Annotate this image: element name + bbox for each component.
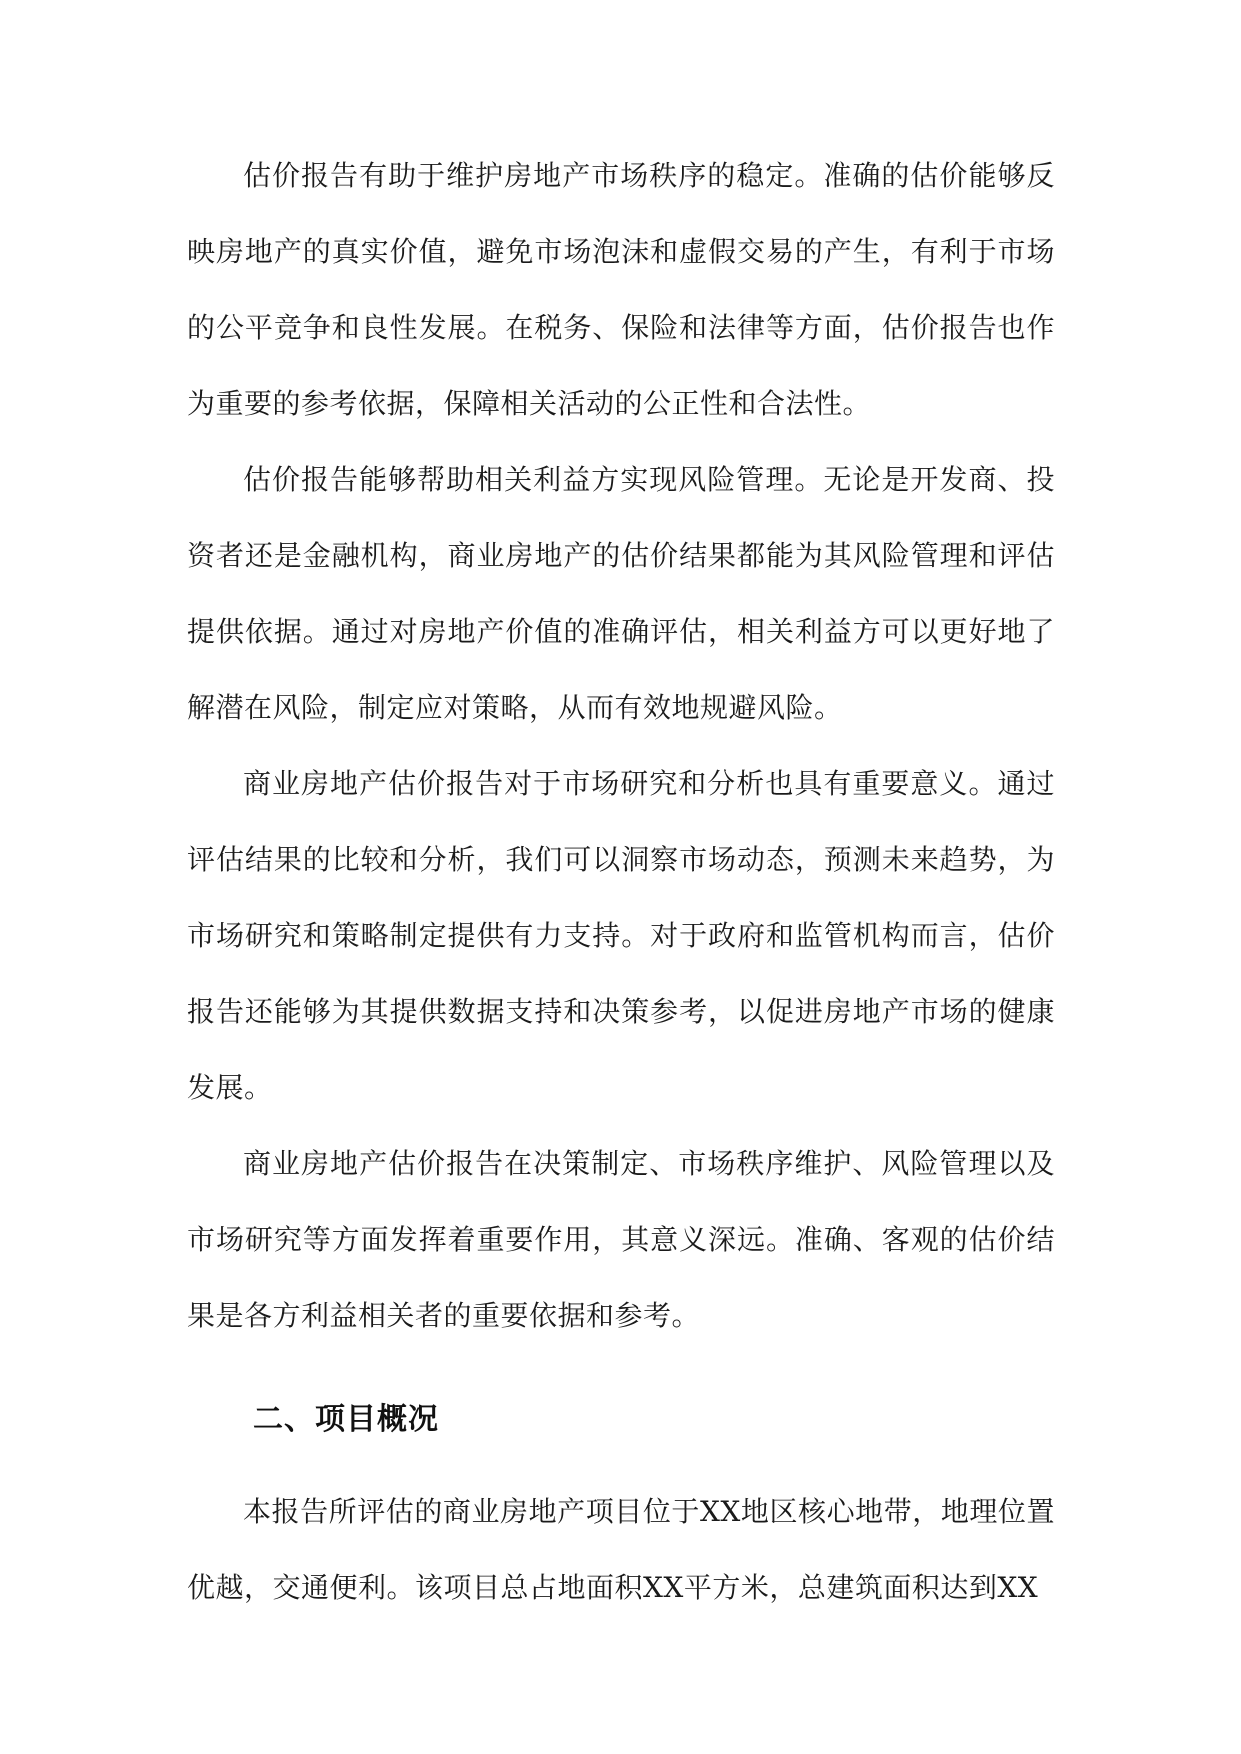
paragraph-summary: 商业房地产估价报告在决策制定、市场秩序维护、风险管理以及市场研究等方面发挥着重要作用，其意义深远。准确、客观的估价结果是各方利益相关者的重要依据和参考。 <box>187 1147 1055 1332</box>
paragraph-risk-management: 估价报告能够帮助相关利益方实现风险管理。无论是开发商、投资者还是金融机构，商业房地产的估价结果都能为其风险管理和评估提供依据。通过对房地产价值的准确评估，相关利益方可以更好地了解潜在风险，制定应对策略，从而有效地规避风险。 <box>187 463 1055 724</box>
paragraph-market-research: 商业房地产估价报告对于市场研究和分析也具有重要意义。通过评估结果的比较和分析，我们可以洞察市场动态，预测未来趋势，为市场研究和策略制定提供有力支持。对于政府和监管机构而言，估价报告还能够为其提供数据支持和决策参考，以促进房地产市场的健康发展。 <box>187 767 1055 1104</box>
section-heading-project-overview: 二、项目概况 <box>253 1402 439 1437</box>
paragraph-project-location: 本报告所评估的商业房地产项目位于XX地区核心地带，地理位置优越，交通便利。该项目总占地面积XX平方米，总建筑面积达到XX <box>187 1495 1055 1604</box>
paragraph-market-order: 估价报告有助于维护房地产市场秩序的稳定。准确的估价能够反映房地产的真实价值，避免市场泡沫和虚假交易的产生，有利于市场的公平竞争和良性发展。在税务、保险和法律等方面，估价报告也作为重要的参考依据，保障相关活动的公正性和合法性。 <box>187 159 1055 420</box>
document-body <box>187 138 1055 1626</box>
